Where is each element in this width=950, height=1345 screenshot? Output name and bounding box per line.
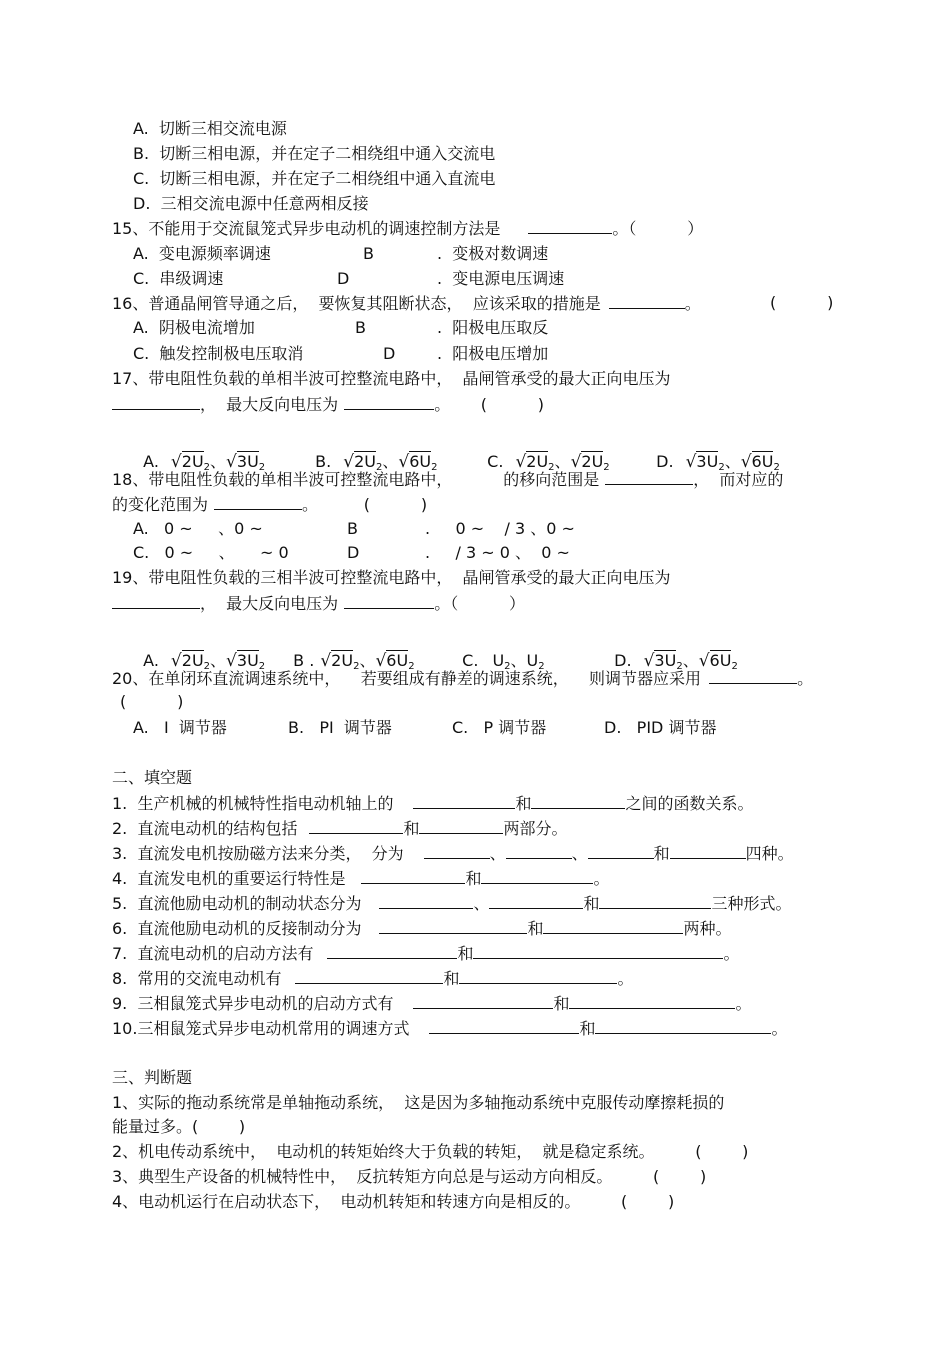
q15-option-b: . 变极对数调速	[437, 244, 549, 263]
fill-item-8: 8. 常用的交流电动机有 和 。	[112, 969, 634, 988]
answer-blank[interactable]	[344, 593, 434, 609]
answer-blank[interactable]	[506, 843, 572, 859]
fill-item-5: 5. 直流他励电动机的制动状态分为 、 和 三种形式。	[112, 894, 792, 913]
q18-option-d: . / 3 ~ 0 、 0 ~	[425, 543, 570, 562]
answer-blank[interactable]	[413, 793, 515, 809]
fill-item-1: 1. 生产机械的机械特性指电动机轴上的 和 之间的函数关系。	[112, 794, 754, 813]
q15-stem: 15、不能用于交流鼠笼式异步电动机的调速控制方法是 。（ ）	[112, 219, 704, 238]
q18-stem: 18、带电阻性负载的单相半波可控整流电路中， 的移向范围是 ， 而对应的	[112, 470, 784, 489]
answer-blank[interactable]	[424, 843, 490, 859]
judge-item-1-line2: 能量过多。( )	[112, 1117, 246, 1136]
q18-option-a: A. 0 ~ 、0 ~	[133, 519, 263, 538]
answer-blank[interactable]	[543, 918, 683, 934]
q19-stem-line2: ， 最大反向电压为 。（ ）	[112, 593, 525, 614]
judge-item-3: 3、典型生产设备的机械特性中， 反抗转矩方向总是与运动方向相反。 ( )	[112, 1167, 707, 1186]
q16-option-d-letter: D	[383, 344, 396, 363]
answer-blank[interactable]	[379, 918, 527, 934]
sqrt3-expression: √3U	[226, 452, 259, 472]
q17-stem-line2: ， 最大反向电压为 。 ( )	[112, 394, 544, 415]
answer-blank[interactable]	[429, 1018, 579, 1034]
answer-blank[interactable]	[413, 993, 553, 1009]
answer-blank[interactable]	[295, 968, 443, 984]
q19-option-b: B . $√2U_2$、$√6U_2$	[293, 651, 415, 672]
section-title-true-false: 三、判断题	[112, 1068, 193, 1087]
q18-option-b: . 0 ~ / 3 、0 ~	[425, 519, 575, 538]
q18-stem-line2: 的变化范围为 。 ( )	[112, 495, 428, 514]
q16-option-a: A. 阴极电流增加	[133, 318, 255, 337]
q16-option-b-letter: B	[355, 318, 366, 337]
answer-blank[interactable]	[588, 843, 654, 859]
q17-options: A. $√2U_2$、$√3U_2$	[143, 452, 266, 473]
q19-option-c: C. $U_2$、$U_2$	[462, 651, 545, 672]
fill-item-4: 4. 直流发电机的重要运行特性是 和 。	[112, 869, 610, 888]
answer-blank[interactable]	[595, 1018, 771, 1034]
judge-item-2: 2、机电传动系统中， 电动机的转矩始终大于负载的转矩， 就是稳定系统。 ( )	[112, 1142, 749, 1161]
q20-stem: 20、在单闭环直流调速系统中， 若要组成有静差的调速系统， 则调节器应采用 。	[112, 669, 814, 688]
judge-item-4: 4、电动机运行在启动状态下， 电动机转矩和转速方向是相反的。 ( )	[112, 1192, 675, 1211]
q14-option-d: D. 三相交流电源中任意两相反接	[133, 194, 369, 213]
answer-blank[interactable]	[309, 818, 403, 834]
q16-option-b: . 阳极电压取反	[437, 318, 549, 337]
answer-blank[interactable]	[419, 818, 503, 834]
answer-blank[interactable]	[344, 394, 434, 410]
q16-stem: 16、普通晶闸管导通之后， 要恢复其阻断状态， 应该采取的措施是 。	[112, 294, 701, 313]
answer-blank[interactable]	[528, 218, 612, 234]
answer-blank[interactable]	[605, 469, 693, 485]
q20-answer-paren: ( )	[120, 692, 184, 711]
q14-option-c: C. 切断三相电源，并在定子二相绕组中通入直流电	[133, 169, 496, 188]
q15-option-b-letter: B	[363, 244, 374, 263]
q16-option-d: . 阳极电压增加	[437, 344, 549, 363]
fill-item-3: 3. 直流发电机按励磁方法来分类， 分为 、 、 和 四种。	[112, 844, 794, 863]
fill-item-2: 2. 直流电动机的结构包括 和 两部分。	[112, 819, 568, 838]
answer-blank[interactable]	[481, 868, 593, 884]
q14-option-b: B. 切断三相电源，并在定子二相绕组中通入交流电	[133, 144, 496, 163]
q16-option-c: C. 触发控制极电压取消	[133, 344, 304, 363]
fill-item-7: 7. 直流电动机的启动方法有 和 。	[112, 944, 740, 963]
answer-blank[interactable]	[379, 893, 473, 909]
fill-item-6: 6. 直流他励电动机的反接制动分为 和 两种。	[112, 919, 732, 938]
q17-option-d: D. $√3U_2$、$√6U_2$	[656, 452, 780, 473]
answer-blank[interactable]	[489, 893, 583, 909]
q18-option-b-letter: B	[347, 519, 358, 538]
fill-item-9: 9. 三相鼠笼式异步电动机的启动方式有 和 。	[112, 994, 752, 1013]
sqrt2-expression: √2U	[170, 452, 204, 472]
q14-option-a: A. 切断三相交流电源	[133, 119, 287, 138]
answer-blank[interactable]	[327, 943, 457, 959]
q20-option-d: D. PID 调节器	[604, 718, 717, 737]
answer-blank[interactable]	[112, 394, 200, 410]
answer-blank[interactable]	[214, 494, 302, 510]
q17-option-c: C. $√2U_2$、$√2U_2$	[487, 452, 610, 473]
q15-option-c: C. 串级调速	[133, 269, 224, 288]
q18-option-c: C. 0 ~ 、 ~ 0	[133, 543, 289, 562]
q15-option-d: . 变电源电压调速	[437, 269, 565, 288]
q15-option-d-letter: D	[337, 269, 350, 288]
answer-blank[interactable]	[112, 593, 200, 609]
answer-blank[interactable]	[569, 993, 735, 1009]
q17-option-b: B. $√2U_2$、$√6U_2$	[315, 452, 438, 473]
q19-stem: 19、带电阻性负载的三相半波可控整流电路中， 晶闸管承受的最大正向电压为	[112, 568, 671, 587]
q19-option-a: A. $√2U_2$、$√3U_2$	[143, 651, 266, 672]
q16-answer-paren: ( )	[770, 293, 834, 312]
fill-item-10: 10.三相鼠笼式异步电动机常用的调速方式 和 。	[112, 1019, 788, 1038]
answer-blank[interactable]	[473, 943, 723, 959]
q15-option-a: A. 变电源频率调速	[133, 244, 271, 263]
q20-option-b: B. PI 调节器	[288, 718, 392, 737]
q18-option-d-letter: D	[347, 543, 360, 562]
q19-option-d: D. $√3U_2$、$√6U_2$	[614, 651, 738, 672]
answer-blank[interactable]	[459, 968, 617, 984]
section-title-fill-in: 二、填空题	[112, 768, 193, 787]
q20-option-c: C. P 调节器	[452, 718, 547, 737]
answer-blank[interactable]	[609, 293, 685, 309]
answer-blank[interactable]	[531, 793, 625, 809]
judge-item-1: 1、实际的拖动系统常是单轴拖动系统， 这是因为多轴拖动系统中克服传动摩擦耗损的	[112, 1093, 725, 1112]
answer-blank[interactable]	[361, 868, 465, 884]
answer-blank[interactable]	[709, 668, 797, 684]
answer-blank[interactable]	[599, 893, 711, 909]
answer-blank[interactable]	[670, 843, 746, 859]
q20-option-a: A. I 调节器	[133, 718, 227, 737]
q17-stem: 17、带电阻性负载的单相半波可控整流电路中， 晶闸管承受的最大正向电压为	[112, 369, 671, 388]
